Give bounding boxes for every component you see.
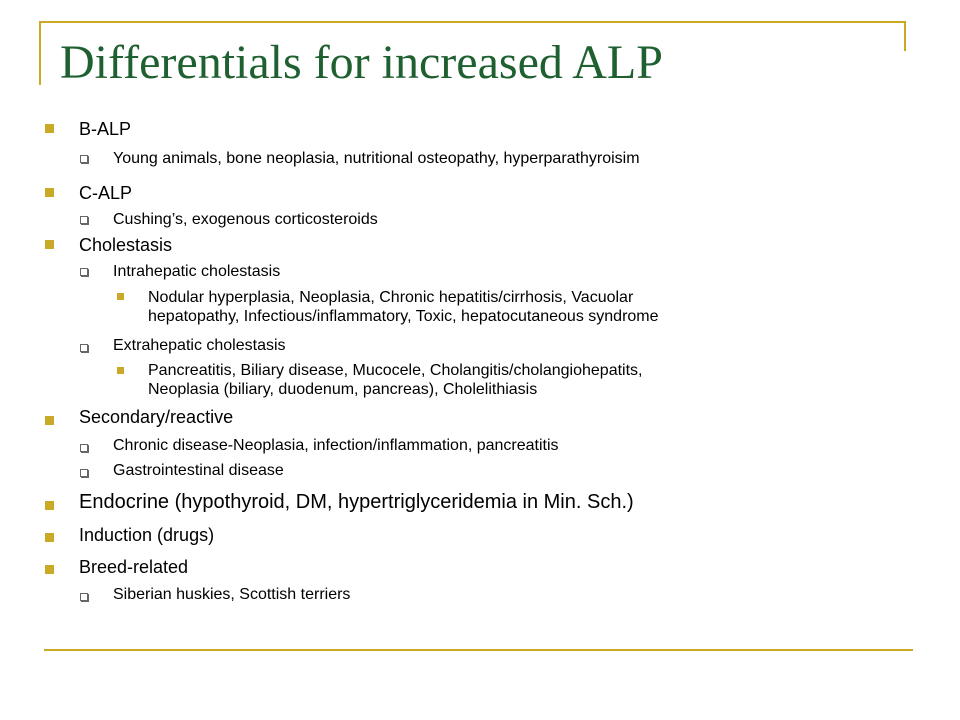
gold-square-bullet-icon [45,565,54,574]
bullet-text: Chronic disease-Neoplasia, infection/inflammation, pancreatitis [113,437,559,454]
bullet-text-line-2: Neoplasia (biliary, duodenum, pancreas), Cholelithiasis [148,381,538,398]
small-gold-square-bullet-icon [117,367,124,374]
bullet-text: Extrahepatic cholestasis [113,337,286,354]
bullet-text: Induction (drugs) [79,525,215,545]
hollow-square-bullet-icon [80,593,88,601]
bullet-text: C-ALP [79,183,133,203]
hollow-square-bullet-icon [80,469,88,477]
gold-square-bullet-icon [45,416,54,425]
bullet-text: Intrahepatic cholestasis [113,263,281,280]
gold-square-bullet-icon [45,501,54,510]
hollow-square-bullet-icon [80,444,88,452]
bullet-text: Breed-related [79,557,189,577]
hollow-square-bullet-icon [80,155,88,163]
bullet-text-line-1: Nodular hyperplasia, Neoplasia, Chronic hepatitis/cirrhosis, Vacuolar [148,289,634,306]
bullet-text: Gastrointestinal disease [113,462,284,479]
bullet-text: Secondary/reactive [79,407,234,427]
bullet-text: Young animals, bone neoplasia, nutritional osteopathy, hyperparathyroisim [113,150,640,167]
gold-square-bullet-icon [45,124,54,133]
gold-square-bullet-icon [45,188,54,197]
bullet-text: Siberian huskies, Scottish terriers [113,586,351,603]
bullet-text: Cholestasis [79,235,173,255]
gold-square-bullet-icon [45,240,54,249]
hollow-square-bullet-icon [80,216,88,224]
slide-title: Differentials for increased ALP [60,36,663,89]
gold-square-bullet-icon [45,533,54,542]
bullet-text: Endocrine (hypothyroid, DM, hypertriglyceridemia in Min. Sch.) [79,491,634,513]
hollow-square-bullet-icon [80,268,88,276]
bullet-text: B-ALP [79,119,132,139]
hollow-square-bullet-icon [80,344,88,352]
bullet-text-line-1: Pancreatitis, Biliary disease, Mucocele, Cholangitis/cholangiohepatits, [148,362,643,379]
bullet-text-line-2: hepatopathy, Infectious/inflammatory, Toxic, hepatocutaneous syndrome [148,308,659,325]
bullet-text: Cushing’s, exogenous corticosteroids [113,211,378,228]
small-gold-square-bullet-icon [117,293,124,300]
